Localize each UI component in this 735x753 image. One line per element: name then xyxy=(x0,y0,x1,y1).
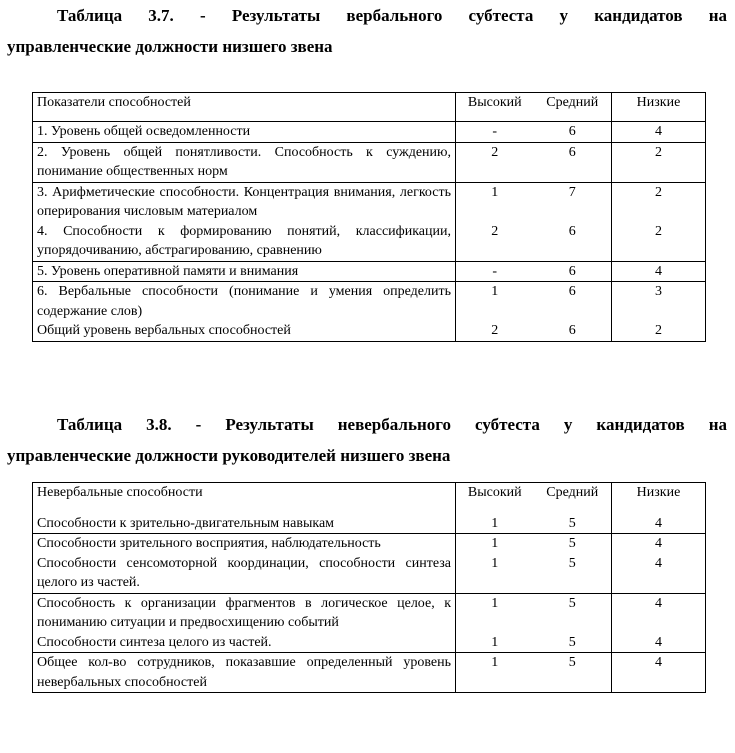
cell-high: 1 xyxy=(456,282,534,322)
cell-high: 1 xyxy=(491,555,499,571)
cell-mid: 6 xyxy=(534,282,612,322)
cell-low: 4 xyxy=(612,261,706,282)
header-cell: Невербальные способности xyxy=(33,483,456,514)
cell-mid: 5 xyxy=(534,653,612,693)
cell-high: 1 xyxy=(491,515,499,531)
cell-low: 2 xyxy=(612,321,706,341)
table-row xyxy=(33,321,706,341)
cell-low: 2 xyxy=(612,222,706,262)
header-cell: Показатели способностей xyxy=(33,93,456,122)
cell-mid: 5 xyxy=(534,534,612,554)
table-row xyxy=(33,222,706,262)
header-cell: Низкие xyxy=(612,93,706,122)
cell-mid: 6 xyxy=(534,261,612,282)
row-label: Способности зрительного восприятия, наблюдательность xyxy=(33,534,456,554)
table1-caption-line1: Таблица 3.7. - Результаты вербального субтеста у кандидатов на xyxy=(57,6,727,25)
table-row xyxy=(33,142,706,182)
table-row xyxy=(33,282,706,322)
cell-low: 4 xyxy=(612,534,706,554)
row-label: Способности сенсомоторной координации, способности синтеза целого из частей. xyxy=(33,554,456,594)
cell-mid: 6 xyxy=(534,142,612,182)
table-row xyxy=(33,653,706,693)
row-label: 5. Уровень оперативной памяти и внимания xyxy=(33,261,456,282)
row-label: 3. Арифметические способности. Концентрация внимания, легкость оперирования числовым материалом xyxy=(33,182,456,222)
cell-high: - xyxy=(456,122,534,143)
cell-low: 4 xyxy=(612,554,706,594)
header-cell: Высокий xyxy=(456,483,534,514)
table-row xyxy=(33,514,706,534)
cell-low: 4 xyxy=(612,122,706,143)
table2 xyxy=(32,482,706,693)
header-cell: Средний xyxy=(534,483,612,514)
cell-low: 4 xyxy=(612,653,706,693)
table2-caption xyxy=(7,409,727,471)
row-label: Общий уровень вербальных способностей xyxy=(33,321,456,341)
table-row xyxy=(33,261,706,282)
cell-low: 4 xyxy=(612,593,706,633)
cell-high: - xyxy=(456,261,534,282)
table1-caption-line2: управленческие должности низшего звена xyxy=(7,37,333,56)
cell-low: 4 xyxy=(612,514,706,534)
table-row xyxy=(33,122,706,143)
row-label: 6. Вербальные способности (понимание и умения определить содержание слов) xyxy=(33,282,456,322)
table-row xyxy=(33,593,706,633)
row-label: Способности синтеза целого из частей. xyxy=(33,633,456,653)
table2-caption-line1: Таблица 3.8. - Результаты невербального субтеста у кандидатов на xyxy=(57,415,727,434)
cell-mid: 5 xyxy=(534,554,612,594)
table-row xyxy=(33,554,706,594)
table1-caption xyxy=(7,0,727,62)
table-header-row xyxy=(33,483,706,514)
cell-high: 2 xyxy=(456,142,534,182)
cell-mid: 6 xyxy=(534,321,612,341)
cell-high: 2 xyxy=(491,223,499,239)
cell-mid: 7 xyxy=(534,182,612,222)
cell-high: 2 xyxy=(456,321,534,341)
cell-low: 2 xyxy=(612,182,706,222)
cell-mid: 5 xyxy=(534,514,612,534)
cell-low: 2 xyxy=(612,142,706,182)
table2-caption-line2: управленческие должности руководителей низшего звена xyxy=(7,446,451,465)
header-cell: Высокий xyxy=(456,93,534,122)
cell-low: 3 xyxy=(612,282,706,322)
table-row xyxy=(33,534,706,554)
header-cell: Средний xyxy=(534,93,612,122)
row-label: 4. Способности к формированию понятий, классификации, упорядочиванию, абстрагированию, сравнению xyxy=(33,222,456,262)
cell-high: 1 xyxy=(491,634,499,650)
header-cell: Низкие xyxy=(612,483,706,514)
row-label: Способности к зрительно-двигательным навыкам xyxy=(33,514,456,534)
table-row xyxy=(33,633,706,653)
row-label: Способность к организации фрагментов в логическое целое, к пониманию ситуации и предвосхищению событий xyxy=(33,593,456,633)
cell-mid: 6 xyxy=(534,122,612,143)
row-label: 2. Уровень общей понятливости. Способность к суждению, понимание общественных норм xyxy=(33,142,456,182)
row-label: Общее кол-во сотрудников, показавшие определенный уровень невербальных способностей xyxy=(33,653,456,693)
row-label: 1. Уровень общей осведомленности xyxy=(33,122,456,143)
cell-mid: 5 xyxy=(534,593,612,633)
cell-mid: 5 xyxy=(534,633,612,653)
cell-high: 1 xyxy=(456,653,534,693)
table-row xyxy=(33,182,706,222)
cell-high: 1 xyxy=(456,593,534,633)
cell-low: 4 xyxy=(612,633,706,653)
cell-high: 1 xyxy=(456,182,534,222)
table-header-row xyxy=(33,93,706,122)
table1 xyxy=(32,92,706,342)
cell-high: 1 xyxy=(456,534,534,554)
cell-mid: 6 xyxy=(534,222,612,262)
